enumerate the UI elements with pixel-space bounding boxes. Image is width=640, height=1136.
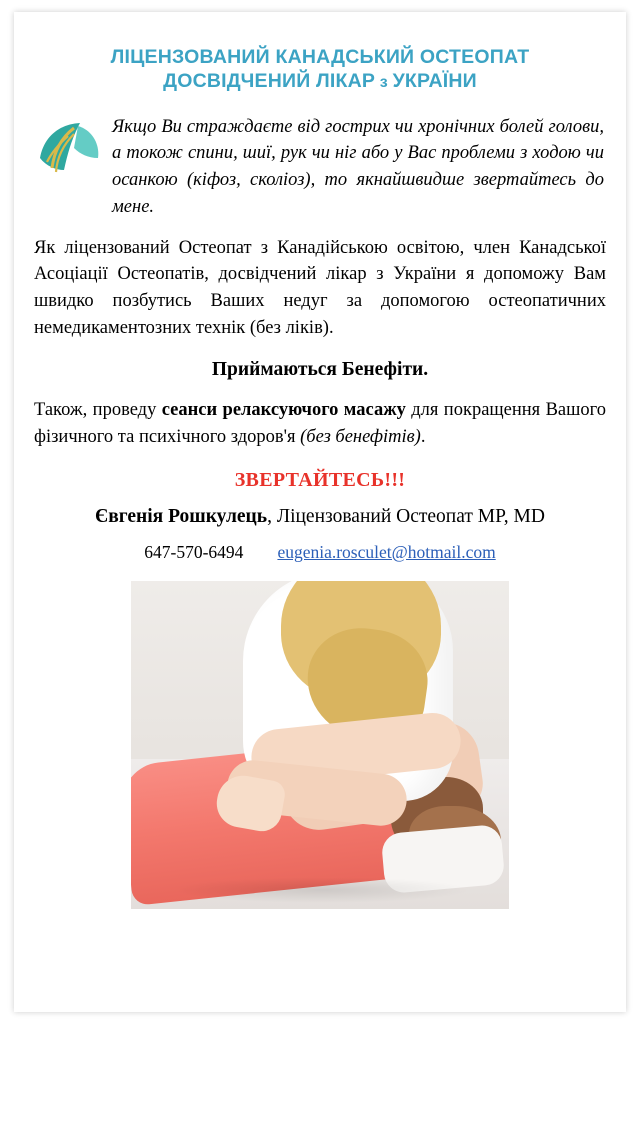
flyer-sheet <box>14 12 626 1012</box>
photo-container <box>34 581 606 909</box>
photo-shadow <box>171 877 471 903</box>
intro-section <box>34 114 606 221</box>
headline-line-2-main: ДОСВІДЧЕНИЙ ЛІКАР <box>163 69 376 92</box>
signature-title: , Ліцензований Остеопат MP, MD <box>267 505 545 527</box>
headline-line-2-tail: УКРАЇНИ <box>392 69 477 92</box>
headline-line-1: ЛІЦЕНЗОВАНИЙ КАНАДСЬКИЙ ОСТЕОПАТ <box>110 46 530 68</box>
benefits-line: Приймаються Бенефіти. <box>211 359 429 381</box>
osteopathy-leaf-icon <box>34 114 112 180</box>
massage-text-1: Також, проведу <box>34 400 162 421</box>
massage-therapy-photo <box>131 581 509 909</box>
body-paragraph: Як ліцензований Остеопат з Канадійською освітою, член Канадської Асоціації Остеопатів, досвідчений лікар з України я допоможу Вам швидко позбутись Ваших недуг за допомогою остеопатичних немедикаментозних технік (без ліків). <box>34 237 606 338</box>
headline-line-2 <box>34 70 606 94</box>
phone-number[interactable]: 647-570-6494 <box>144 541 244 562</box>
intro-paragraph: Якщо Ви страждаєте від гострих чи хронічних болей голови, а токож спини, шиї, рук чи ніг або у Вас проблеми з ходою чи осанкою (кіфоз, сколіоз), то якнайшвидше звертайтесь до мене. <box>112 116 604 217</box>
massage-paragraph <box>34 397 606 450</box>
massage-bold-text: сеанси релаксуючого масажу <box>161 400 406 421</box>
page-title <box>34 12 606 94</box>
contact-row <box>34 542 606 563</box>
email-link[interactable]: eugenia.rosculet@hotmail.com <box>277 541 496 562</box>
call-to-action: ЗВЕРТАЙТЕСЬ!!! <box>234 468 406 491</box>
massage-italic-text: (без бенефітів) <box>300 426 421 447</box>
massage-text-2: для покращення Вашого фізичного та психічного здоров'я <box>34 400 606 447</box>
signature-line <box>34 506 606 528</box>
signature-name: Євгенія Рошкулець <box>95 505 268 527</box>
massage-text-3: . <box>420 426 426 447</box>
headline-line-2-connector: з <box>375 73 393 91</box>
